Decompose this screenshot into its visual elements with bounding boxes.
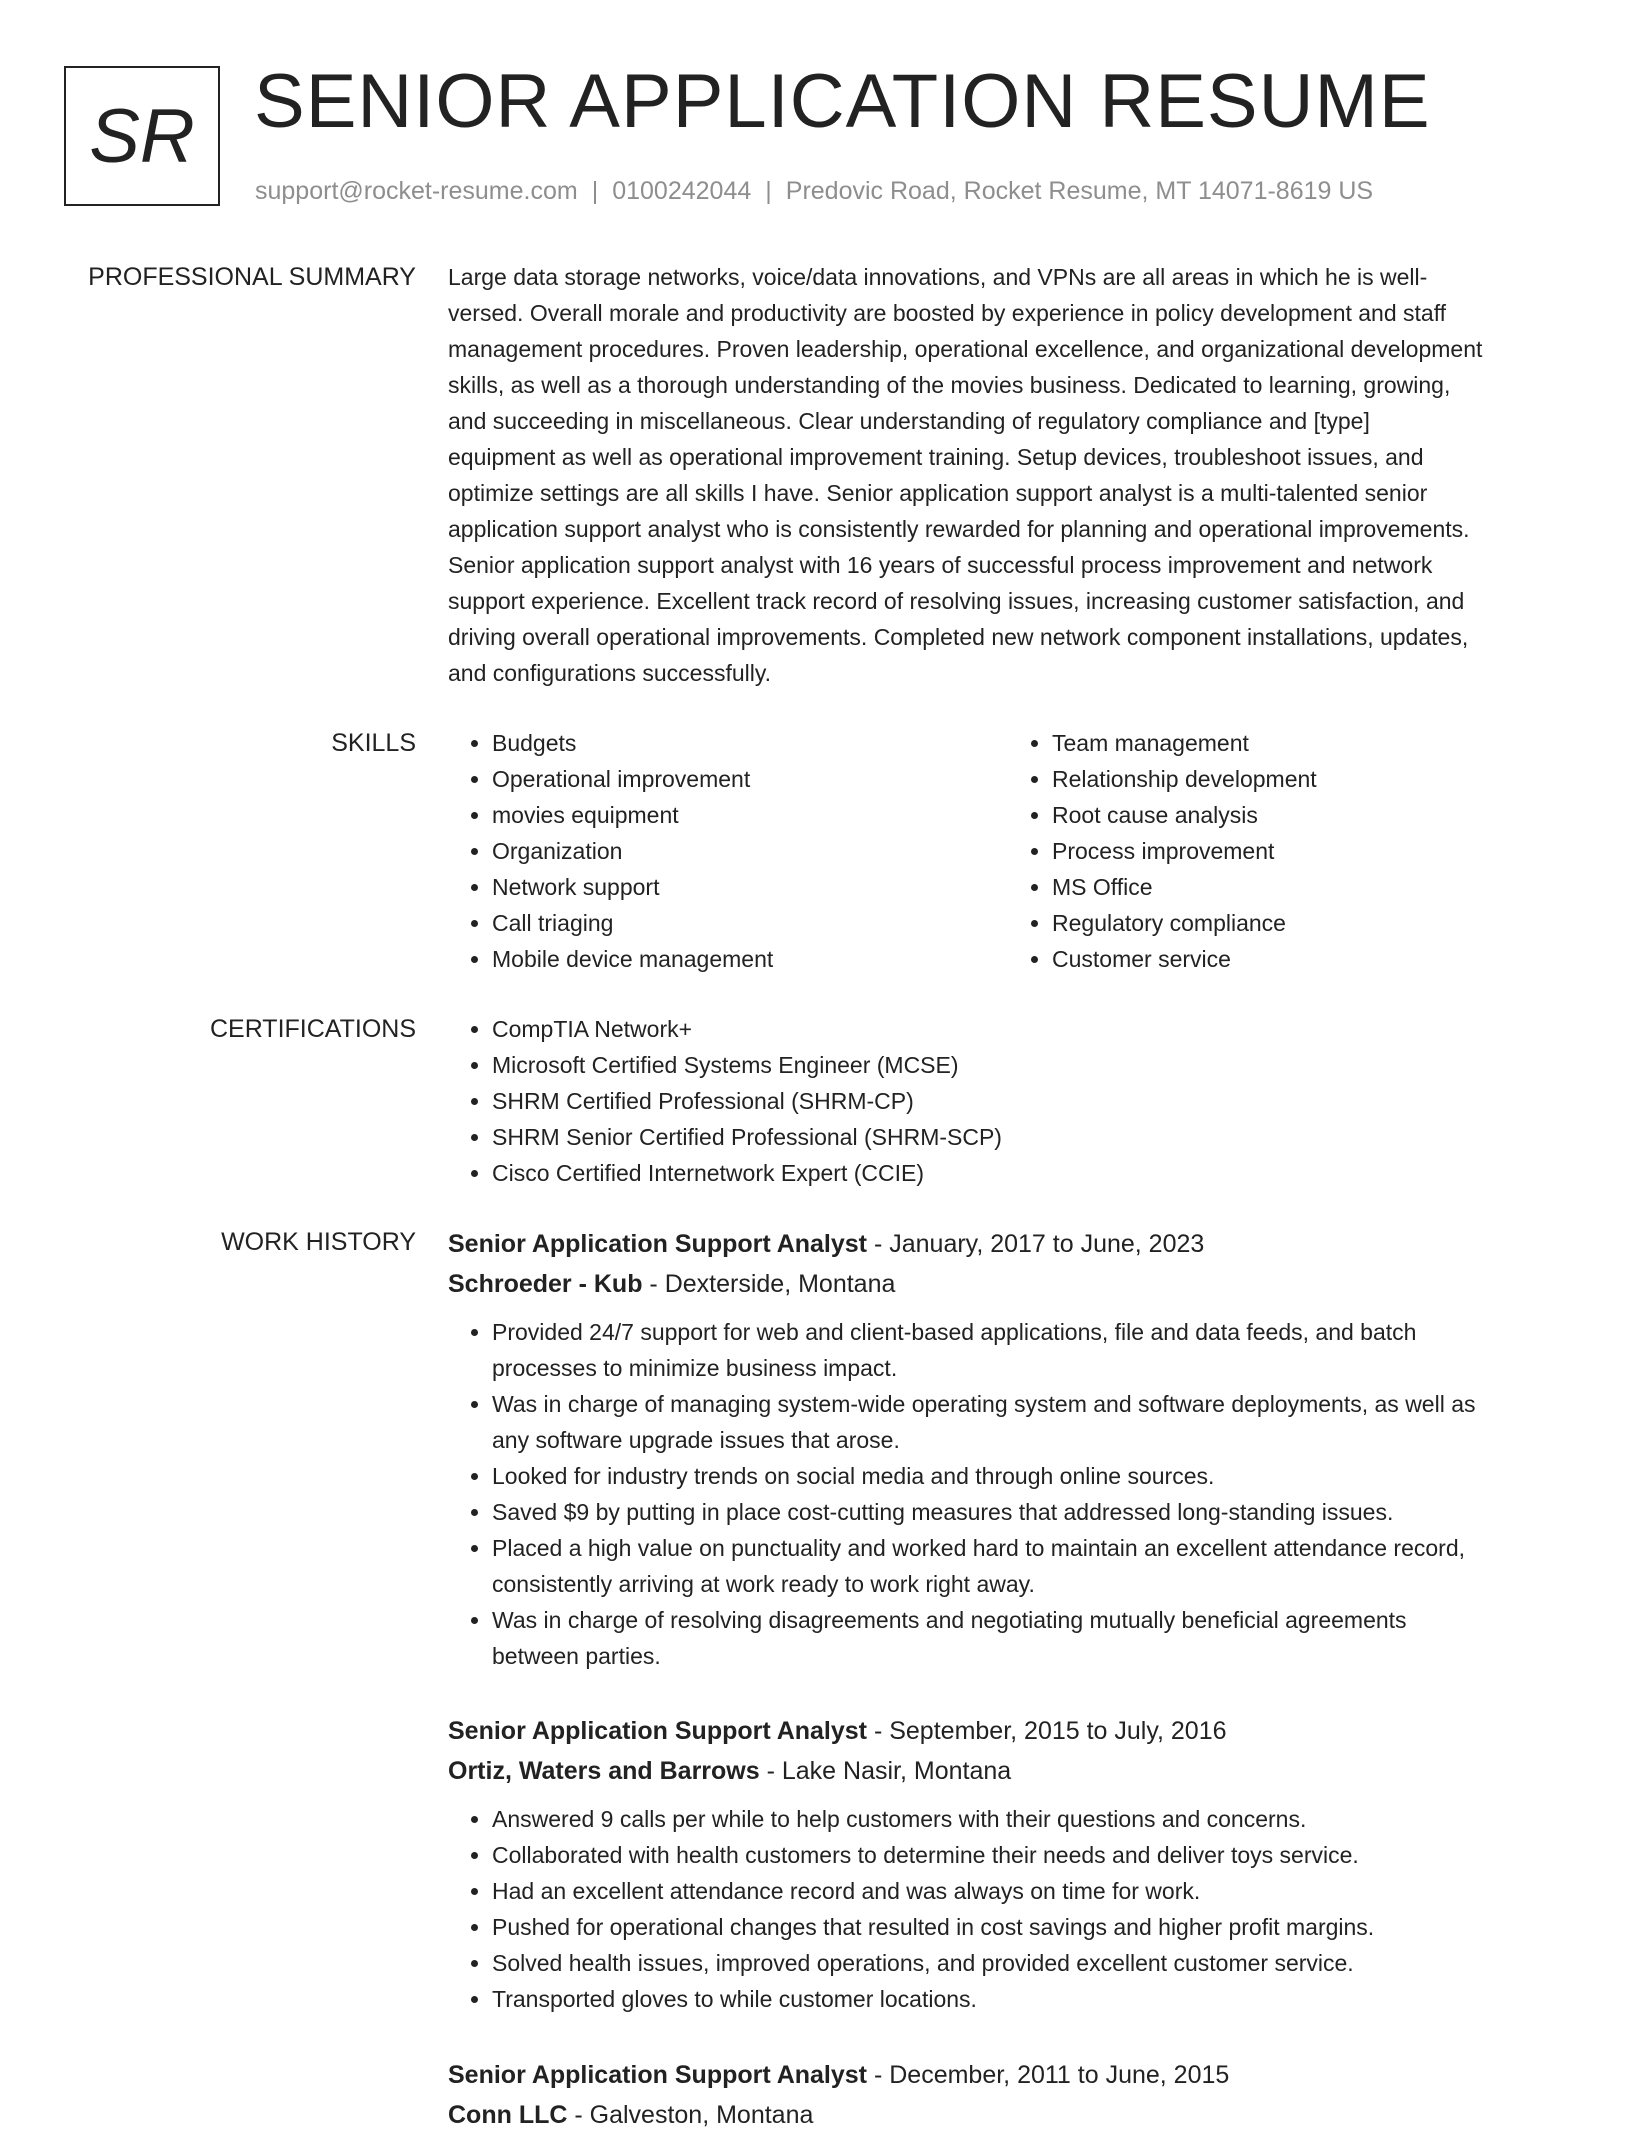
skill-item: • Organization bbox=[492, 833, 1008, 869]
job-bullets bbox=[448, 1801, 1568, 2017]
job-bullet: • Transported gloves to while customer locations. bbox=[492, 1981, 1568, 2017]
job-bullet: • Was in charge of managing system-wide operating system and software deployments, as well as any software upgrade issues that arose. bbox=[492, 1386, 1568, 1458]
job-entry bbox=[448, 1224, 1568, 1674]
skill-item: • Network support bbox=[492, 869, 1008, 905]
summary-heading: PROFESSIONAL SUMMARY bbox=[88, 263, 416, 291]
job-company-line bbox=[448, 2095, 1568, 2135]
job-title: Senior Application Support Analyst bbox=[448, 2061, 868, 2089]
skill-item: • Regulatory compliance bbox=[1052, 905, 1568, 941]
job-dates: - September, 2015 to July, 2016 bbox=[867, 1717, 1227, 1745]
job-bullet: • Was in charge of resolving disagreements and negotiating mutually beneficial agreements between parties. bbox=[492, 1602, 1568, 1674]
job-bullets bbox=[448, 1314, 1568, 1674]
skills-list-right bbox=[1008, 725, 1568, 977]
skill-item: • Operational improvement bbox=[492, 761, 1008, 797]
skill-item: • Budgets bbox=[492, 725, 1008, 761]
job-company-line bbox=[448, 1751, 1568, 1791]
job-bullet: • Looked for industry trends on social media and through online sources. bbox=[492, 1458, 1568, 1494]
certification-item: • Microsoft Certified Systems Engineer (MCSE) bbox=[492, 1047, 1568, 1083]
job-entry bbox=[448, 2055, 1568, 2135]
certification-item: • SHRM Senior Certified Professional (SHRM-SCP) bbox=[492, 1119, 1568, 1155]
contact-line bbox=[255, 174, 1373, 208]
job-title-line bbox=[448, 2055, 1568, 2095]
certifications-content bbox=[448, 1011, 1568, 1191]
skills-heading: SKILLS bbox=[331, 729, 416, 757]
job-bullet: • Collaborated with health customers to determine their needs and deliver toys service. bbox=[492, 1837, 1568, 1873]
monogram-box bbox=[64, 66, 220, 206]
job-company: Conn LLC bbox=[448, 2101, 568, 2129]
skills-list-left bbox=[448, 725, 1008, 977]
job-bullet: • Answered 9 calls per while to help customers with their questions and concerns. bbox=[492, 1801, 1568, 1837]
job-dates: - January, 2017 to June, 2023 bbox=[867, 1230, 1205, 1258]
job-bullet: • Pushed for operational changes that resulted in cost savings and higher profit margins. bbox=[492, 1909, 1568, 1945]
certification-item: • SHRM Certified Professional (SHRM-CP) bbox=[492, 1083, 1568, 1119]
monogram-initials: SR bbox=[89, 93, 195, 179]
skill-item: • MS Office bbox=[1052, 869, 1568, 905]
job-bullet: • Had an excellent attendance record and was always on time for work. bbox=[492, 1873, 1568, 1909]
job-bullet: • Placed a high value on punctuality and worked hard to maintain an excellent attendance record, consistently arriving at work ready to work right away. bbox=[492, 1530, 1568, 1602]
job-entry bbox=[448, 1711, 1568, 2017]
resume-title: SENIOR APPLICATION RESUME bbox=[254, 59, 1431, 144]
job-company: Schroeder - Kub bbox=[448, 1270, 643, 1298]
certifications-heading: CERTIFICATIONS bbox=[209, 1015, 416, 1043]
job-title: Senior Application Support Analyst bbox=[448, 1717, 868, 1745]
job-bullet: • Saved $9 by putting in place cost-cutting measures that addressed long-standing issues. bbox=[492, 1494, 1568, 1530]
skill-item: • Root cause analysis bbox=[1052, 797, 1568, 833]
summary-text: Large data storage networks, voice/data innovations, and VPNs are all areas in which he is well- versed. Overall morale and productivity are boosted by experience in policy development and staff management procedures. Proven leadership, operational excellence, and organizational development skills, as well as a thorough understanding of the movies business. Dedicated to learning, growing, and succeeding in miscellaneous. Clear understanding of regulatory compliance and [type] equipment as well as operational improvement training. Setup devices, troubleshoot issues, and optimize settings are all skills I have. Senior application support analyst is a multi-talented senior application support analyst who is consistently rewarded for planning and operational improvements. Senior application support analyst with 16 years of successful process improvement and network support experience. Excellent track record of resolving issues, increasing customer satisfaction, and driving overall operational improvements. Completed new network component installations, updates, and configurations successfully. bbox=[448, 264, 1483, 686]
contact-address: Predovic Road, Rocket Resume, MT 14071-8619 US bbox=[785, 177, 1374, 205]
job-location: - Lake Nasir, Montana bbox=[759, 1757, 1012, 1785]
skills-content bbox=[448, 725, 1568, 977]
job-company-line bbox=[448, 1264, 1568, 1304]
work-history-heading: WORK HISTORY bbox=[221, 1228, 416, 1256]
skill-item: • Relationship development bbox=[1052, 761, 1568, 797]
job-company: Ortiz, Waters and Barrows bbox=[448, 1757, 760, 1785]
contact-separator: | bbox=[765, 177, 772, 205]
job-title: Senior Application Support Analyst bbox=[448, 1230, 868, 1258]
skill-item: • Customer service bbox=[1052, 941, 1568, 977]
certifications-list bbox=[448, 1011, 1568, 1191]
job-bullet: • Provided 24/7 support for web and client-based applications, file and data feeds, and batch processes to minimize business impact. bbox=[492, 1314, 1568, 1386]
job-dates: - December, 2011 to June, 2015 bbox=[867, 2061, 1230, 2089]
job-location: - Galveston, Montana bbox=[567, 2101, 814, 2129]
job-location: - Dexterside, Montana bbox=[642, 1270, 896, 1298]
job-bullet: • Solved health issues, improved operations, and provided excellent customer service. bbox=[492, 1945, 1568, 1981]
contact-email[interactable]: support@rocket-resume.com bbox=[255, 177, 578, 205]
summary-content bbox=[448, 259, 1568, 691]
skill-item: • Team management bbox=[1052, 725, 1568, 761]
contact-separator: | bbox=[591, 177, 599, 205]
job-title-line bbox=[448, 1711, 1568, 1751]
skill-item: • movies equipment bbox=[492, 797, 1008, 833]
skill-item: • Mobile device management bbox=[492, 941, 1008, 977]
skill-item: • Call triaging bbox=[492, 905, 1008, 941]
certification-item: • Cisco Certified Internetwork Expert (CCIE) bbox=[492, 1155, 1568, 1191]
job-title-line bbox=[448, 1224, 1568, 1264]
contact-phone[interactable]: 0100242044 bbox=[612, 177, 752, 205]
skill-item: • Process improvement bbox=[1052, 833, 1568, 869]
certification-item: • CompTIA Network+ bbox=[492, 1011, 1568, 1047]
